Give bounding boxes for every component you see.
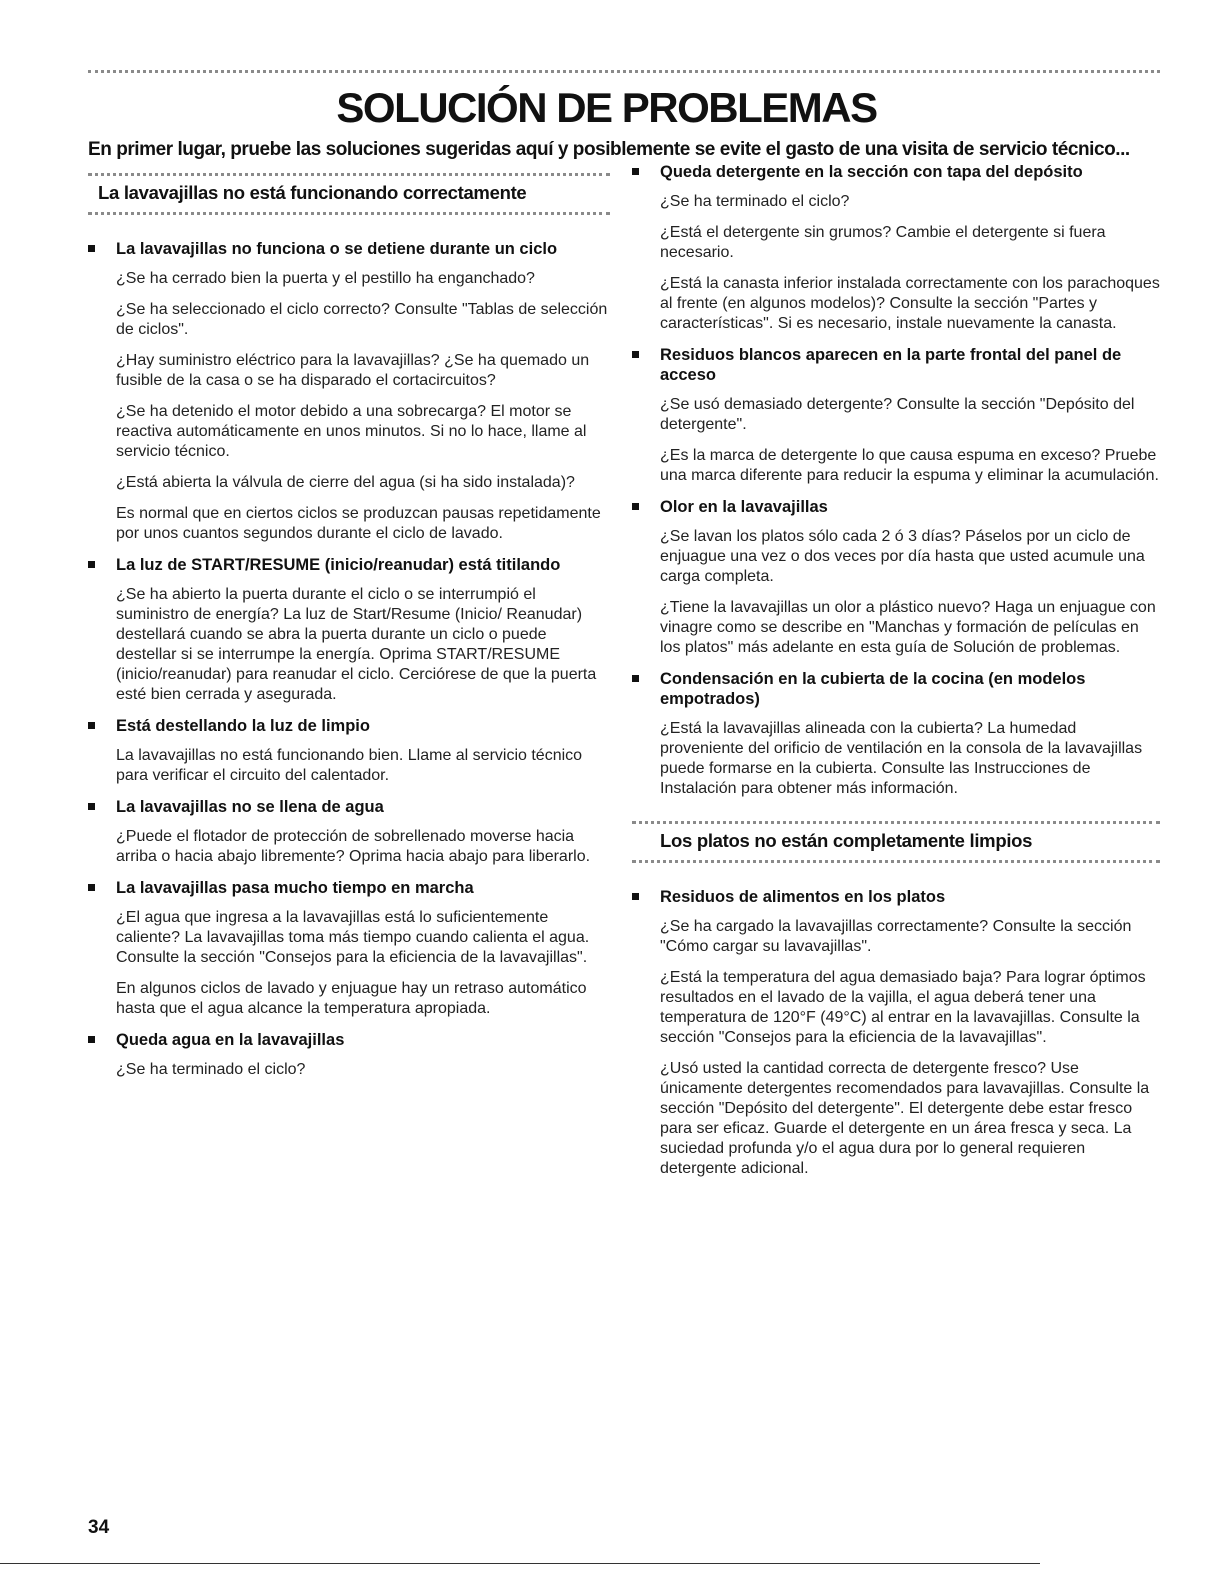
section-divider bbox=[88, 173, 610, 176]
left-column bbox=[88, 165, 610, 1091]
item-title: La luz de START/RESUME (inicio/reanudar) está titilando bbox=[116, 556, 561, 574]
item-paragraph: ¿Se ha seleccionado el ciclo correcto? Consulte "Tablas de selección de ciclos". bbox=[116, 301, 608, 338]
troubleshooting-item bbox=[632, 887, 1160, 1179]
item-paragraph: ¿Se ha detenido el motor debido a una sobrecarga? El motor se reactiva automáticamente en unos minutos. Si no lo hace, llame al servicio técnico. bbox=[116, 403, 587, 460]
section-divider bbox=[88, 212, 610, 215]
item-paragraph: ¿El agua que ingresa a la lavavajillas está lo suficientemente caliente? La lavavajillas toma más tiempo cuando calienta el agua. Consulte la sección "Consejos para la eficiencia de la lavavajillas". bbox=[116, 909, 590, 966]
item-paragraph: ¿Se lavan los platos sólo cada 2 ó 3 días? Páselos por un ciclo de enjuague una vez o dos veces por día hasta que usted acumule una carga completa. bbox=[660, 528, 1145, 585]
item-paragraph: ¿Se ha cerrado bien la puerta y el pestillo ha enganchado? bbox=[116, 270, 535, 287]
bottom-divider bbox=[0, 1563, 1040, 1564]
top-divider bbox=[88, 70, 1160, 73]
page-subtitle: En primer lugar, pruebe las soluciones sugeridas aquí y posiblemente se evite el gasto de una visita de servicio técnico... bbox=[88, 139, 1130, 160]
item-title: Olor en la lavavajillas bbox=[660, 498, 828, 516]
item-title: Residuos de alimentos en los platos bbox=[660, 888, 946, 906]
square-bullet-icon bbox=[88, 1036, 95, 1043]
item-title: La lavavajillas no se llena de agua bbox=[116, 798, 384, 816]
section-heading: La lavavajillas no está funcionando correctamente bbox=[98, 182, 527, 203]
right-items bbox=[632, 162, 1160, 799]
section-header-not-clean bbox=[632, 813, 1160, 873]
item-title: Condensación en la cubierta de la cocina (en modelos empotrados) bbox=[660, 670, 1086, 708]
section-heading: Los platos no están completamente limpios bbox=[660, 830, 1033, 851]
troubleshooting-item bbox=[632, 497, 1160, 658]
item-paragraph: ¿Se ha abierto la puerta durante el ciclo o se interrumpió el suministro de energía? La luz de Start/Resume (Inicio/ Reanudar) destellará cuando se abra la puerta durante un ciclo o puede destellar si se interrumpe la energía. Oprima START/RESUME (inicio/reanudar) para reanudar el ciclo. Cerciórese de que la puerta esté bien cerrada y asegurada. bbox=[116, 586, 597, 703]
page-title: SOLUCIÓN DE PROBLEMAS bbox=[336, 84, 877, 131]
item-paragraph: ¿Hay suministro eléctrico para la lavavajillas? ¿Se ha quemado un fusible de la casa o se ha disparado el cortacircuitos? bbox=[116, 352, 590, 389]
section-divider bbox=[632, 821, 1160, 824]
item-paragraph: ¿Tiene la lavavajillas un olor a plástico nuevo? Haga un enjuague con vinagre como se describe en "Manchas y formación de películas en los platos" más adelante en esta guía de Solución de problemas. bbox=[660, 599, 1156, 656]
item-paragraph: ¿Se ha terminado el ciclo? bbox=[116, 1061, 306, 1078]
item-paragraph: La lavavajillas no está funcionando bien. Llame al servicio técnico para verificar el circuito del calentador. bbox=[116, 747, 583, 784]
troubleshooting-item bbox=[88, 878, 610, 1019]
page-number: 34 bbox=[88, 1517, 110, 1538]
troubleshooting-item bbox=[88, 1030, 610, 1080]
square-bullet-icon bbox=[88, 722, 95, 729]
item-paragraph: En algunos ciclos de lavado y enjuague hay un retraso automático hasta que el agua alcance la temperatura apropiada. bbox=[116, 980, 587, 1017]
square-bullet-icon bbox=[632, 503, 639, 510]
item-title: La lavavajillas pasa mucho tiempo en marcha bbox=[116, 879, 474, 897]
item-paragraph: ¿Se ha cargado la lavavajillas correctamente? Consulte la sección "Cómo cargar su lavavajillas". bbox=[660, 918, 1132, 955]
item-paragraph: ¿Está la temperatura del agua demasiado baja? Para lograr óptimos resultados en el lavado de la vajilla, el agua deberá tener una temperatura de 120°F (49°C) al entrar en la lavavajillas. Consulte la sección "Consejos para la eficiencia de la lavavajillas". bbox=[660, 969, 1146, 1046]
item-paragraph: ¿Se ha terminado el ciclo? bbox=[660, 193, 850, 210]
item-title: Está destellando la luz de limpio bbox=[116, 717, 370, 735]
square-bullet-icon bbox=[632, 351, 639, 358]
troubleshooting-item bbox=[88, 555, 610, 705]
item-title: La lavavajillas no funciona o se detiene durante un ciclo bbox=[116, 240, 558, 258]
troubleshooting-item bbox=[88, 716, 610, 786]
square-bullet-icon bbox=[88, 803, 95, 810]
item-paragraph: ¿Puede el flotador de protección de sobrellenado moverse hacia arriba o hacia abajo libremente? Oprima hacia abajo para liberarlo. bbox=[116, 828, 591, 865]
section-header-not-working bbox=[88, 165, 610, 225]
square-bullet-icon bbox=[88, 884, 95, 891]
item-paragraph: ¿Es la marca de detergente lo que causa espuma en exceso? Pruebe una marca diferente para reducir la espuma y eliminar la acumulación. bbox=[660, 447, 1159, 484]
square-bullet-icon bbox=[88, 245, 95, 252]
item-title: Queda agua en la lavavajillas bbox=[116, 1031, 345, 1049]
troubleshooting-item bbox=[88, 239, 610, 544]
left-items bbox=[88, 239, 610, 1080]
troubleshooting-item bbox=[632, 669, 1160, 799]
item-paragraph: ¿Está el detergente sin grumos? Cambie el detergente si fuera necesario. bbox=[660, 224, 1106, 261]
square-bullet-icon bbox=[632, 675, 639, 682]
right-items-2 bbox=[632, 887, 1160, 1179]
item-title: Queda detergente en la sección con tapa del depósito bbox=[660, 163, 1083, 181]
section-divider bbox=[632, 860, 1160, 863]
item-paragraph: ¿Está la lavavajillas alineada con la cubierta? La humedad proveniente del orificio de ventilación en la consola de la lavavajillas puede formarse en la cubierta. Consulte las Instrucciones de Instalación para obtener más información. bbox=[660, 720, 1143, 797]
square-bullet-icon bbox=[632, 893, 639, 900]
square-bullet-icon bbox=[632, 168, 639, 175]
item-paragraph: ¿Se usó demasiado detergente? Consulte la sección "Depósito del detergente". bbox=[660, 396, 1135, 433]
square-bullet-icon bbox=[88, 561, 95, 568]
item-paragraph: ¿Usó usted la cantidad correcta de detergente fresco? Use únicamente detergentes recomendados para lavavajillas. Consulte la sección "Depósito del detergente". El detergente debe estar fresco para ser eficaz. Guarde el detergente en un área fresca y seca. La suciedad profunda y/o el agua dura por lo general requieren detergente adicional. bbox=[660, 1060, 1150, 1177]
item-paragraph: Es normal que en ciertos ciclos se produzcan pausas repetidamente por unos cuantos segundos durante el ciclo de lavado. bbox=[116, 505, 601, 542]
item-paragraph: ¿Está abierta la válvula de cierre del agua (si ha sido instalada)? bbox=[116, 474, 575, 491]
troubleshooting-item bbox=[88, 797, 610, 867]
right-column bbox=[632, 162, 1160, 1190]
troubleshooting-item bbox=[632, 162, 1160, 334]
item-title: Residuos blancos aparecen en la parte frontal del panel de acceso bbox=[660, 346, 1122, 384]
troubleshooting-item bbox=[632, 345, 1160, 486]
item-paragraph: ¿Está la canasta inferior instalada correctamente con los parachoques al frente (en algunos modelos)? Consulte la sección "Partes y características". Si es necesario, instale nuevamente la canasta. bbox=[660, 275, 1160, 332]
